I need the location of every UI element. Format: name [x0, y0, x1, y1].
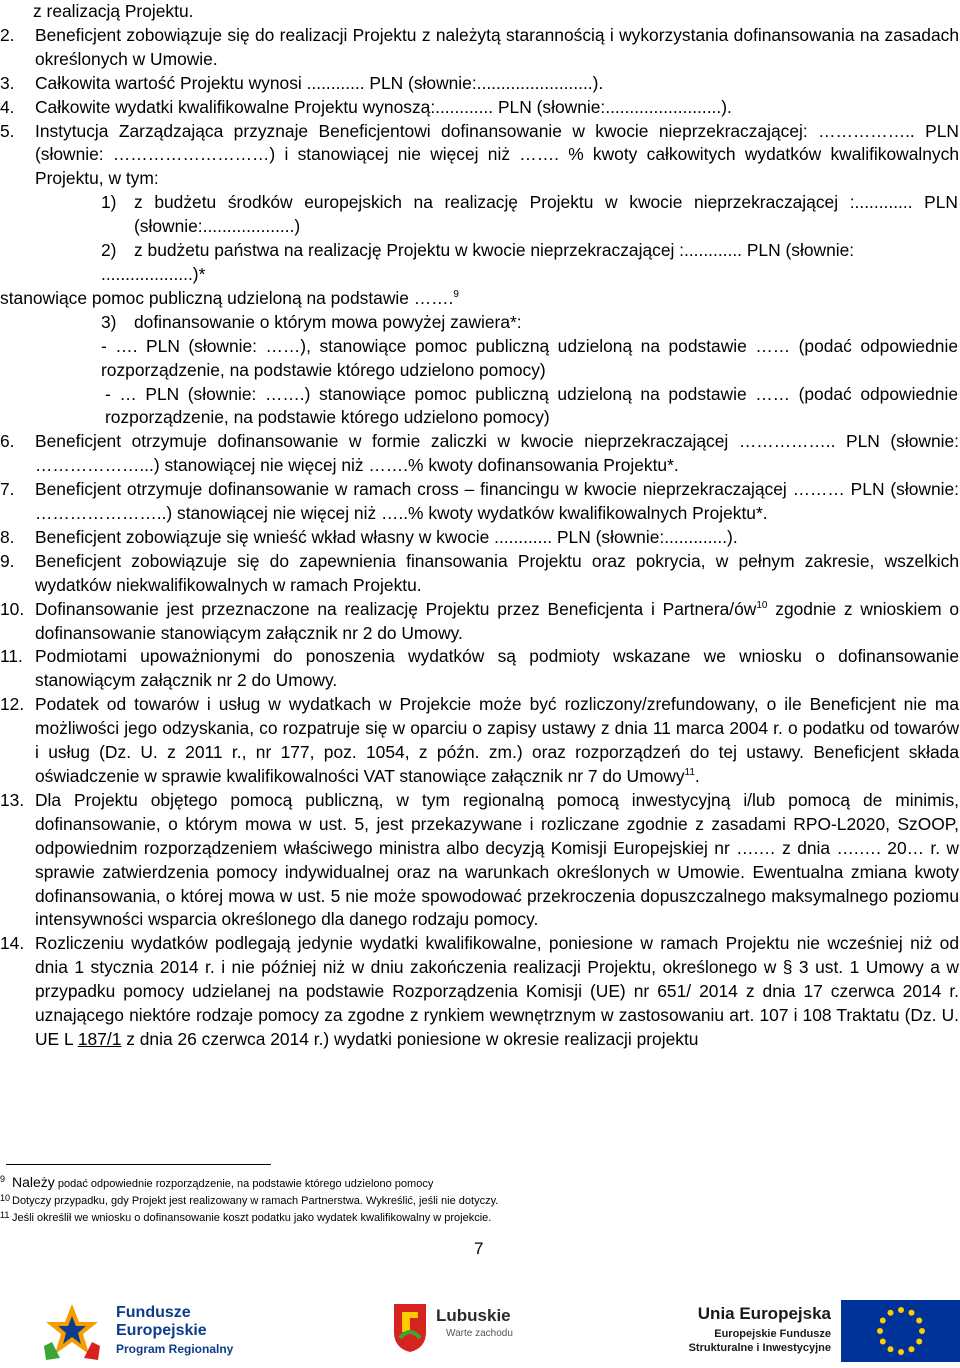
lubuskie-logo — [388, 1298, 538, 1366]
footnote-number: 11 — [0, 1210, 10, 1220]
eu-flag-icon — [841, 1300, 960, 1362]
paragraph-text: Całkowite wydatki kwalifikowalne Projektu wynoszą:............ PLN (słownie:........................). — [35, 96, 732, 117]
ue-name-line-2: Europejskie Fundusze — [714, 1328, 831, 1340]
regulation-link[interactable]: 187/1 — [77, 1028, 122, 1049]
paragraph-5 — [0, 120, 960, 192]
intro-tail: z realizacją Projektu. — [33, 1, 194, 21]
ue-name-line-1: Unia Europejska — [697, 1304, 831, 1323]
paragraph-text: Beneficjent zobowiązuje się wnieść wkład własny w kwocie ............ PLN (słownie:.............). — [35, 526, 738, 547]
subitem-number: 3) — [101, 311, 117, 332]
aid-option-b: - … PLN (słownie: …….) stanowiące pomoc publiczną udzieloną na podstawie …… (podać odpowiednie rozporządzenie, na podstawie którego udzielono pomocy) — [105, 383, 958, 428]
lubuskie-emblem-icon — [390, 1302, 430, 1354]
footnote-number: 9 — [0, 1174, 6, 1184]
ue-name-line-3: Strukturalne i Inwestycyjne — [688, 1342, 831, 1354]
paragraph-3 — [0, 72, 960, 96]
paragraph-text: Podmiotami upoważnionymi do ponoszenia wydatków są podmioty wskazane we wniosku o dofinansowanie stanowiącym załącznik nr 2 do Umowy. — [35, 646, 959, 691]
paragraph-text: Beneficjent zobowiązuje się do zapewnienia finansowania Projektu oraz pokrycia, w pełnym zakresie, wszelkich wydatków niekwalifikowalnych w ramach Projektu. — [35, 550, 959, 595]
paragraph-text: Dofinansowanie jest przeznaczone na realizację Projektu przez Beneficjenta i Partnera/$ów^{10}$ zgodnie z wnioskiem o dofinansowanie stanowiącym załącznik nr 2 do Umowy. — [35, 598, 959, 643]
footnote-separator — [6, 1164, 271, 1165]
paragraph-2 — [0, 24, 960, 72]
paragraph-number: 6. — [0, 431, 15, 452]
subitem-5-2-continuation: ...................)* — [101, 263, 206, 284]
paragraph-13 — [0, 789, 960, 932]
paragraph-text: Całkowita wartość Projektu wynosi ............ PLN (słownie:........................). — [35, 72, 604, 93]
subitem-text: z budżetu państwa na realizację Projektu w kwocie nieprzekraczającej :............ PLN (słownie: — [134, 240, 855, 261]
logo-bar — [0, 1298, 960, 1368]
paragraph-4 — [0, 96, 960, 120]
paragraph-9 — [0, 550, 960, 598]
paragraph-text: Beneficjent otrzymuje dofinansowanie w formie zaliczki w kwocie nieprzekraczającej …………….. PLN (słownie: ………………...) stanowiącej nie więcej niż …….% kwoty dofinansowania Projektu*. — [35, 431, 959, 476]
page-number: 7 — [474, 1239, 484, 1258]
paragraph-6 — [0, 430, 960, 478]
subitem-5-1 — [0, 191, 960, 239]
paragraph-number: 9. — [0, 550, 15, 571]
paragraph-text: Beneficjent otrzymuje dofinansowanie w ramach cross – financingu w kwocie nieprzekraczającej ……… PLN (słownie: …………………..) stanowiącej nie więcej niż …..% kwoty wydatków kwalifikowalnych Projektu*. — [35, 479, 959, 524]
paragraph-14 — [0, 932, 960, 1052]
fundusze-europejskie-logo — [38, 1298, 268, 1366]
paragraph-11 — [0, 645, 960, 693]
subitem-text: z budżetu środków europejskich na realizację Projektu w kwocie nieprzekraczającej :............ PLN (słownie:...................) — [134, 192, 958, 237]
subitem-number: 2) — [101, 240, 117, 261]
paragraph-number: 8. — [0, 526, 15, 547]
subitem-number: 1) — [101, 192, 117, 213]
paragraph-number: 11. — [0, 646, 23, 667]
footnote-9: 9 Należy podać odpowiednie rozporządzenie, na podstawie którego udzielono pomocy — [0, 1174, 960, 1193]
footnote-ref-11[interactable]: 11 — [684, 767, 695, 779]
aid-option-a: - …. PLN (słownie: ……), stanowiące pomoc publiczną udzieloną na podstawie …… (podać odpowiednie rozporządzenie, na podstawie którego udzielono pomocy) — [101, 335, 958, 380]
paragraph-text: Rozliczeniu wydatków podlegają jedynie wydatki kwalifikowalne, poniesione w ramach Projektu nie wcześniej niż od dnia 1 stycznia 2014 r. i nie później niż w dniu zakończenia realizacji Projektu, określonego w § 3 ust. 1 Umowy a w przypadku pomocy udzielanej na podstawie Rozporządzenia Komisji (UE) nr 651/ 2014 z dnia 17 czerwca 2014 r. uznającego niektóre rodzaje pomocy za zgodne z rynkiem wewnętrznym w zastosowaniu art. 107 i 108 Traktatu (Dz. U. UE L 187/1 z dnia 26 czerwca 2014 r.) wydatki poniesione w okresie realizacji projektu — [35, 933, 959, 1049]
paragraph-number: 3. — [0, 72, 15, 93]
footnote-number: 10 — [0, 1193, 11, 1203]
fe-stars-icon — [38, 1302, 106, 1362]
paragraph-number: 12. — [0, 694, 25, 715]
footnote-ref-9[interactable]: 9 — [453, 289, 459, 301]
paragraph-number: 5. — [0, 120, 15, 141]
paragraph-7 — [0, 478, 960, 526]
paragraph-text: Podatek od towarów i usług w wydatkach w Projekcie może być rozliczony/zrefundowany, o ile Beneficjent nie ma możliwości jego odzyskania, co rozpatruje się w oparciu o zapisy ustawy z dnia 11 marca 2004 r. o podatku od towarów i usług (Dz. U. z 2011 r., nr 177, poz. 1054, z późn. zm.) oraz rozporządzeń do tej ustawy. Beneficjent składa oświadczenie w sprawie kwalifikowalności VAT stanowiące załącznik nr 7 do Umowy$^{11}$. — [35, 694, 959, 786]
paragraph-number: 10. — [0, 598, 25, 619]
footnote-11: 11 Jeśli określił we wniosku o dofinansowanie koszt podatku jako wydatek kwalifikowalny w projekcie. — [0, 1210, 960, 1227]
paragraph-12 — [0, 693, 960, 789]
public-aid-line: stanowiące pomoc publiczną udzieloną na podstawie …….$^9$ — [0, 287, 459, 308]
lubuskie-tagline: Warte zachodu — [446, 1328, 513, 1339]
paragraph-number: 2. — [0, 24, 15, 45]
paragraph-number: 4. — [0, 96, 15, 117]
paragraph-number: 7. — [0, 479, 15, 500]
paragraph-8 — [0, 526, 960, 550]
paragraph-text: Dla Projektu objętego pomocą publiczną, w tym regionalną pomocą inwestycyjną i/lub pomocą de minimis, dofinansowanie, o którym mowa w ust. 5, jest przekazywane i rozliczane zgodnie z zasadami RPO-L2020, SzOOP, odpowiednim rozporządzeniem właściwego ministra albo decyzją Komisji Europejskiej nr ….… z dnia ….…. 20… r. w sprawie zatwierdzenia pomocy indywidualnej oraz na warunkach określonych w Umowie. Ewentualna zmiana kwoty dofinansowania, o której mowa w ust. 5 nie może spowodować przekroczenia dopuszczalnego maksymalnego poziomu intensywności wsparcia określonego dla danego rodzaju pomocy. — [35, 789, 959, 930]
paragraph-text: Beneficjent zobowiązuje się do realizacji Projektu z należytą starannością i wykorzystania dofinansowania na zasadach określonych w Umowie. — [35, 24, 959, 69]
paragraph-number: 13. — [0, 789, 25, 810]
paragraph-number: 14. — [0, 933, 25, 954]
subitem-text: dofinansowanie o którym mowa powyżej zawiera*: — [134, 311, 522, 332]
paragraph-10 — [0, 598, 960, 646]
subitem-5-2 — [0, 239, 960, 263]
unia-europejska-logo — [605, 1298, 960, 1366]
fe-name-line-1: Fundusze — [116, 1304, 191, 1321]
fe-name-line-3: Program Regionalny — [116, 1342, 234, 1356]
footnotes — [0, 1174, 960, 1227]
paragraph-text: Instytucja Zarządzająca przyznaje Beneficjentowi dofinansowanie w kwocie nieprzekraczającej: …………….. PLN (słownie: ………………………) i stanowiącej nie więcej niż ……. % kwoty całkowitych wydatków kwalifikowalnych Projektu, w tym: — [35, 120, 959, 189]
footnote-10: 10 Dotyczy przypadku, gdy Projekt jest realizowany w ramach Partnerstwa. Wykreślić, jeśli nie dotyczy. — [0, 1193, 960, 1210]
lubuskie-name: Lubuskie — [436, 1306, 511, 1325]
footnote-ref-10[interactable]: 10 — [756, 599, 768, 611]
subitem-5-3 — [0, 311, 960, 335]
fe-name-line-2: Europejskie — [116, 1322, 207, 1339]
